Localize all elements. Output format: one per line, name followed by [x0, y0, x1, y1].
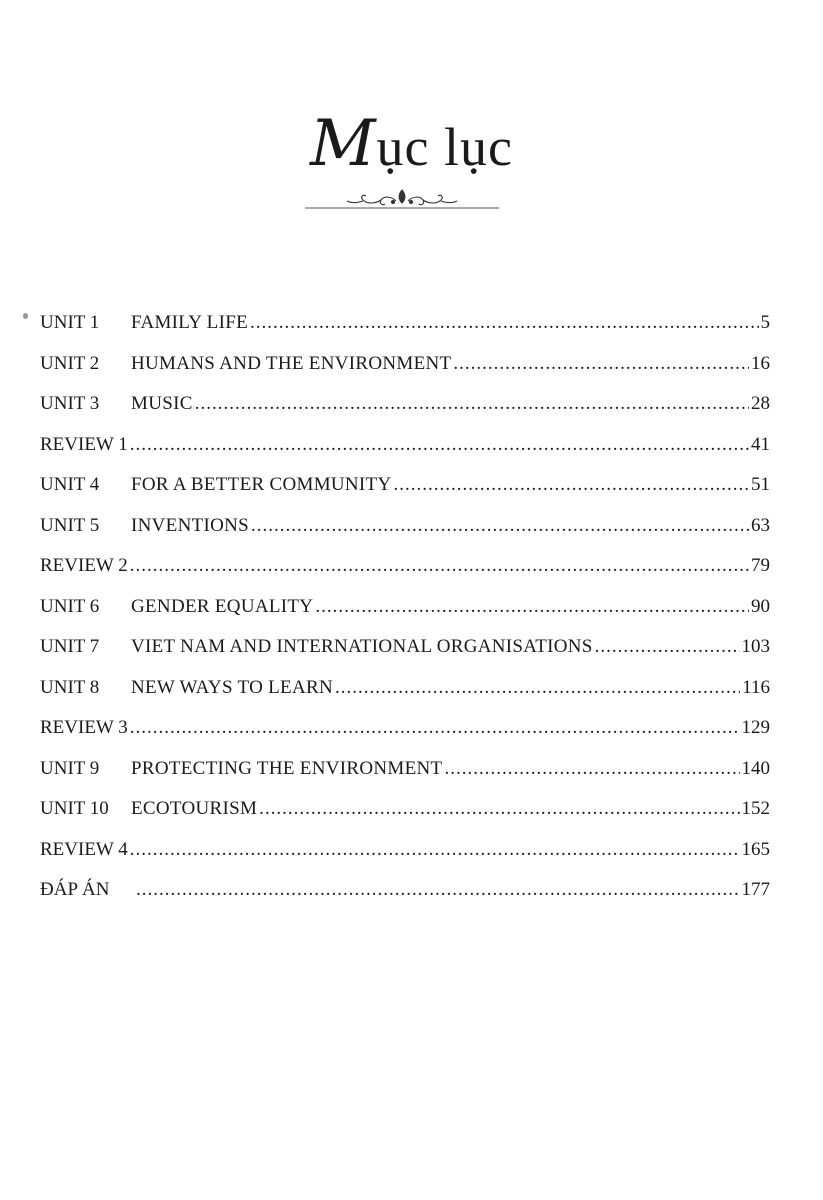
toc-page-number: 103 — [741, 636, 770, 657]
toc-title: HUMANS AND THE ENVIRONMENT — [131, 352, 452, 374]
toc-leader-dots — [259, 796, 739, 822]
toc-code: REVIEW 4 — [40, 838, 128, 860]
toc-page-number: 165 — [741, 838, 770, 860]
title-rest: ục lục — [376, 117, 513, 177]
toc-leader-dots — [136, 877, 740, 903]
toc-page-number: 129 — [741, 717, 770, 738]
title-ornament-divider — [305, 186, 499, 216]
toc-entry-review-2[interactable] — [40, 553, 770, 594]
toc-code: UNIT 3 — [40, 393, 100, 414]
title-initial: M — [310, 107, 377, 181]
toc-leader-dots — [315, 594, 749, 620]
toc-page-number: 5 — [760, 312, 770, 333]
toc-code: UNIT 2 — [40, 352, 100, 374]
toc-page-number: 116 — [742, 676, 770, 698]
toc-page-number: 177 — [741, 879, 770, 900]
toc-entry-unit-6[interactable] — [40, 594, 770, 635]
toc-entry-unit-7[interactable] — [40, 634, 770, 675]
toc-title: FAMILY LIFE — [131, 312, 248, 333]
toc-leader-dots — [130, 432, 749, 458]
toc-code: UNIT 1 — [40, 312, 100, 333]
toc-entry-dap-an[interactable] — [40, 877, 770, 918]
table-of-contents — [40, 310, 770, 918]
toc-title: FOR A BETTER COMMUNITY — [131, 474, 392, 495]
scan-speck — [23, 313, 28, 319]
toc-page-number: 90 — [751, 595, 770, 617]
toc-entry-unit-1[interactable] — [40, 310, 770, 351]
toc-code: UNIT 7 — [40, 636, 100, 657]
toc-code: UNIT 10 — [40, 798, 109, 819]
toc-leader-dots — [250, 310, 759, 336]
toc-code: UNIT 8 — [40, 676, 100, 698]
toc-code: UNIT 9 — [40, 757, 100, 779]
toc-leader-dots — [595, 634, 740, 660]
page-title — [0, 107, 823, 181]
toc-title: NEW WAYS TO LEARN — [131, 676, 333, 698]
toc-page-number: 51 — [751, 474, 770, 495]
toc-page-number: 28 — [751, 393, 770, 414]
toc-entry-review-1[interactable] — [40, 432, 770, 473]
toc-page-number: 140 — [741, 757, 770, 779]
toc-leader-dots — [335, 675, 740, 701]
toc-code: UNIT 5 — [40, 514, 100, 536]
toc-page-number: 16 — [751, 352, 770, 374]
toc-leader-dots — [195, 391, 749, 417]
toc-title: MUSIC — [131, 393, 193, 414]
toc-leader-dots — [453, 351, 749, 377]
toc-entry-unit-3[interactable] — [40, 391, 770, 432]
toc-code: ĐÁP ÁN — [40, 879, 110, 900]
toc-entry-unit-2[interactable] — [40, 351, 770, 392]
toc-title: PROTECTING THE ENVIRONMENT — [131, 757, 443, 779]
toc-code: REVIEW 1 — [40, 433, 128, 455]
toc-page-number: 41 — [751, 433, 770, 455]
toc-code: UNIT 4 — [40, 474, 100, 495]
toc-entry-unit-4[interactable] — [40, 472, 770, 513]
toc-title: GENDER EQUALITY — [131, 595, 314, 617]
toc-entry-unit-5[interactable] — [40, 513, 770, 554]
toc-code: REVIEW 2 — [40, 555, 128, 576]
toc-code: REVIEW 3 — [40, 717, 128, 738]
toc-page-number: 79 — [751, 555, 770, 576]
toc-leader-dots — [444, 756, 739, 782]
toc-title: ECOTOURISM — [131, 798, 258, 819]
toc-page-number: 152 — [741, 798, 770, 819]
toc-entry-unit-10[interactable] — [40, 796, 770, 837]
toc-code: UNIT 6 — [40, 595, 100, 617]
toc-leader-dots — [130, 837, 740, 863]
toc-title: VIET NAM AND INTERNATIONAL ORGANISATIONS — [131, 636, 593, 657]
toc-leader-dots — [393, 472, 749, 498]
toc-entry-review-4[interactable] — [40, 837, 770, 878]
toc-leader-dots — [251, 513, 749, 539]
toc-entry-unit-9[interactable] — [40, 756, 770, 797]
toc-entry-unit-8[interactable] — [40, 675, 770, 716]
toc-entry-review-3[interactable] — [40, 715, 770, 756]
toc-page-number: 63 — [751, 514, 770, 536]
toc-leader-dots — [130, 715, 740, 741]
toc-title: INVENTIONS — [131, 514, 250, 536]
toc-leader-dots — [130, 553, 749, 579]
